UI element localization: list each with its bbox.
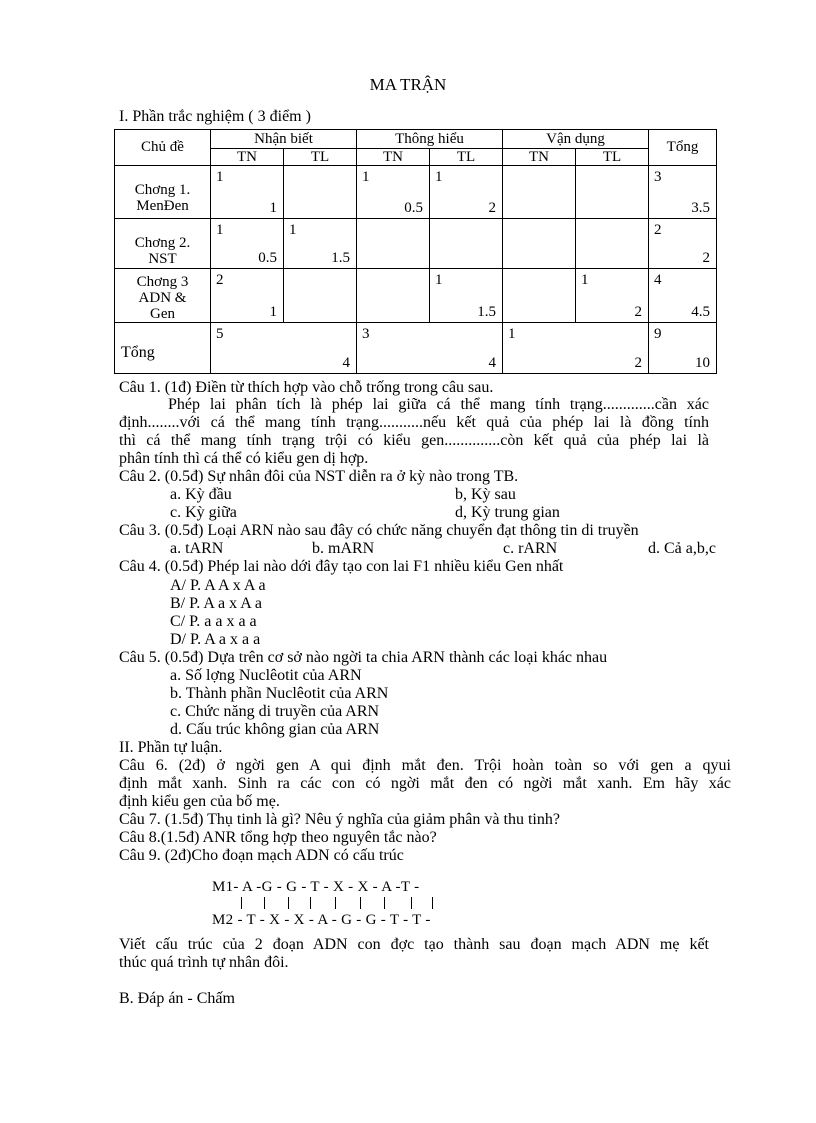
header-group-thong-hieu: Thông hiểu — [357, 130, 503, 149]
q2-heading: Câu 2. (0.5đ) Sự nhân đôi của NST diễn ra ở kỳ nào trong TB. — [119, 468, 519, 485]
matrix-cell — [357, 219, 430, 269]
header-group-nhan-biet: Nhận biết — [211, 130, 357, 149]
q4-option-b: B/ P. A a x A a — [170, 595, 263, 612]
matrix-cell: 1 1.5 — [430, 269, 503, 323]
q9-line: Viết cấu trúc của 2 đoạn ADN con đợc tạo thành sau đoạn mạch ADN mẹ kết — [119, 936, 709, 953]
total-cell: 4 4.5 — [649, 269, 717, 323]
topic-line: ADN & — [138, 290, 187, 306]
q1-line: Phép lai phân tích là phép lai giữa cá thể mang tính trạng.............cần xác — [168, 396, 709, 413]
topic-line: MenĐen — [136, 198, 189, 214]
section-1-heading: I. Phần trắc nghiệm ( 3 điểm ) — [119, 108, 311, 125]
dna-strand-m1: M1- A -G - G - T - X - X - A -T - — [212, 879, 420, 895]
q9-heading: Câu 9. (2đ)Cho đoạn mạch ADN có cấu trúc — [119, 847, 404, 864]
q7-text: Câu 7. (1.5đ) Thụ tinh là gì? Nêu ý nghĩa của giảm phân và thu tinh? — [119, 811, 560, 828]
table-row — [115, 219, 717, 269]
header-total: Tổng — [649, 130, 717, 166]
matrix-cell — [430, 219, 503, 269]
header-sub: TN — [211, 149, 284, 166]
total-row-label: Tổng — [121, 344, 155, 361]
q3-heading: Câu 3. (0.5đ) Loại ARN nào sau đây có chức năng chuyển đạt thông tin di truyền — [119, 522, 639, 539]
q4-heading: Câu 4. (0.5đ) Phép lai nào dới đây tạo con lai F1 nhiều kiểu Gen nhất — [119, 558, 564, 575]
matrix-cell — [357, 269, 430, 323]
header-sub: TL — [430, 149, 503, 166]
q4-option-a: A/ P. A A x A a — [170, 577, 266, 594]
topic-cell — [115, 219, 211, 269]
q1-line: định........với cá thể mang tính trạng...........nếu kết quả của phép lai là đồng tính — [119, 414, 709, 431]
q2-option-c: c. Kỳ giữa — [170, 504, 237, 521]
matrix-cell — [503, 269, 576, 323]
table-row-total — [115, 323, 717, 374]
q3-option-b: b. mARN — [312, 540, 375, 557]
header-sub: TL — [576, 149, 649, 166]
topic-line: Chơng 2. — [134, 235, 191, 251]
q5-option-d: d. Cấu trúc không gian của ARN — [170, 721, 380, 738]
topic-line: Chơng 1. — [134, 182, 191, 198]
matrix-cell: 1 2 — [503, 323, 649, 374]
matrix-cell: 2 1 — [211, 269, 284, 323]
topic-cell — [115, 323, 211, 374]
matrix-cell — [576, 166, 649, 219]
q5-option-c: c. Chức năng di truyền của ARN — [170, 703, 380, 720]
q8-text: Câu 8.(1.5đ) ANR tổng hợp theo nguyên tắc nào? — [119, 829, 437, 846]
matrix-cell: 1 1 — [211, 166, 284, 219]
dna-strand-m2: M2 - T - X - X - A - G - G - T - T - — [212, 912, 431, 928]
total-cell: 9 10 — [649, 323, 717, 374]
topic-cell — [115, 269, 211, 323]
q6-line: định mắt xanh. Sinh ra các con có ngời mắt đen có ngời mắt xanh. Em hãy xác — [119, 775, 731, 792]
matrix-cell: 5 4 — [211, 323, 357, 374]
matrix-cell: 1 1.5 — [284, 219, 357, 269]
matrix-cell — [503, 219, 576, 269]
matrix-cell — [284, 269, 357, 323]
matrix-cell — [284, 166, 357, 219]
header-sub: TL — [284, 149, 357, 166]
total-cell: 2 2 — [649, 219, 717, 269]
q1-line: thì cá thể mang tính trạng trội có kiểu gen..............còn kết quả của phép lai là — [119, 432, 709, 449]
q5-option-b: b. Thành phần Nuclêotit của ARN — [170, 685, 389, 702]
q1-line: phân tính thì cá thể có kiểu gen dị hợp. — [119, 450, 369, 467]
topic-line: Chơng 3 — [136, 274, 189, 290]
matrix-cell: 1 2 — [576, 269, 649, 323]
q3-option-a: a. tARN — [170, 540, 224, 557]
total-cell: 3 3.5 — [649, 166, 717, 219]
matrix-cell — [503, 166, 576, 219]
matrix-cell: 1 2 — [430, 166, 503, 219]
q1-heading: Câu 1. (1đ) Điền từ thích hợp vào chỗ trống trong câu sau. — [119, 379, 494, 396]
topic-cell — [115, 166, 211, 219]
q4-option-d: D/ P. A a x a a — [170, 631, 261, 648]
q6-line: định kiểu gen của bố mẹ. — [119, 793, 280, 810]
q5-heading: Câu 5. (0.5đ) Dựa trên cơ sở nào ngời ta chia ARN thành các loại khác nhau — [119, 649, 608, 666]
page-title: MA TRẬN — [369, 75, 447, 94]
q2-option-d: d, Kỳ trung gian — [455, 504, 560, 521]
table-row — [115, 269, 717, 323]
header-group-van-dung: Vận dụng — [503, 130, 649, 149]
q6-line: Câu 6. (2đ) ở ngời gen A qui định mắt đen. Trội hoàn toàn so với gen a qyui — [119, 757, 731, 774]
q5-option-a: a. Số lợng Nuclêotit của ARN — [170, 667, 362, 684]
table-row — [115, 166, 717, 219]
q2-option-a: a. Kỳ đầu — [170, 486, 232, 503]
matrix-cell: 1 0.5 — [211, 219, 284, 269]
q2-option-b: b, Kỳ sau — [455, 486, 516, 503]
q3-option-c: c. rARN — [503, 540, 558, 557]
topic-line: Gen — [150, 306, 175, 322]
q9-line: thúc quá trình tự nhân đôi. — [119, 954, 289, 971]
matrix-cell — [576, 219, 649, 269]
matrix-table — [114, 129, 717, 374]
topic-line: NST — [148, 251, 177, 267]
header-topic: Chủ đề — [115, 130, 211, 166]
matrix-cell: 1 0.5 — [357, 166, 430, 219]
q4-option-c: C/ P. a a x a a — [170, 613, 257, 630]
answer-heading: B. Đáp án - Chấm — [119, 990, 235, 1007]
header-sub: TN — [357, 149, 430, 166]
matrix-cell: 3 4 — [357, 323, 503, 374]
q3-option-d: d. Cả a,b,c — [648, 540, 716, 557]
section-2-heading: II. Phần tự luận. — [119, 739, 223, 756]
header-sub: TN — [503, 149, 576, 166]
